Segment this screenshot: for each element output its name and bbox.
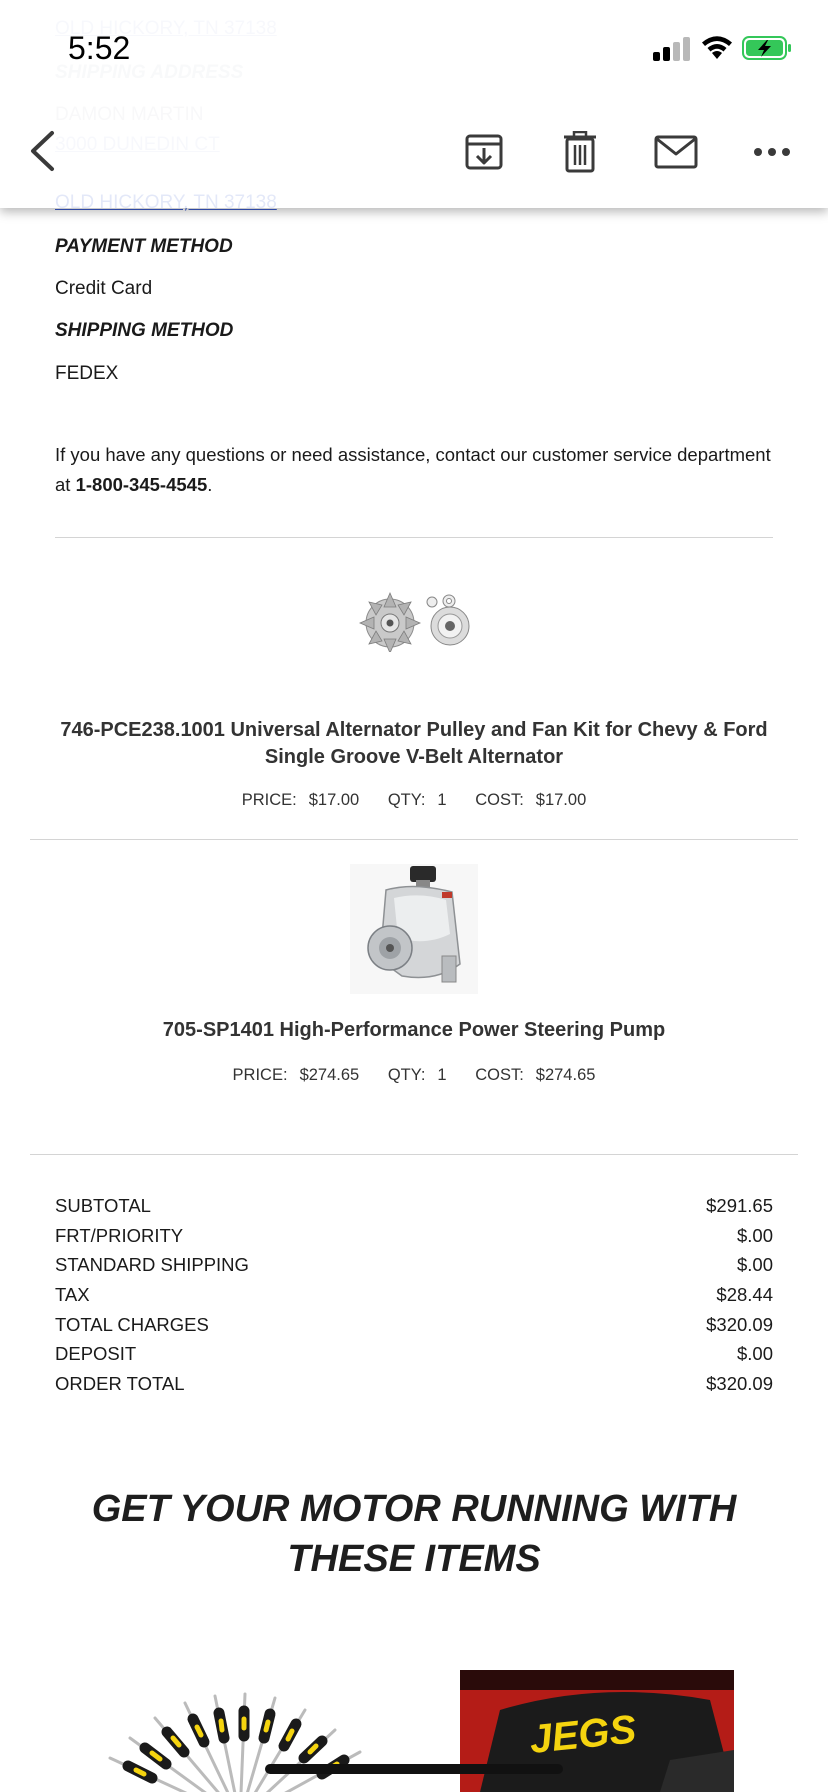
customer-service-note: If you have any questions or need assistance, contact our customer service department at 1-800-345-4545. xyxy=(55,444,771,495)
archive-icon xyxy=(464,132,504,172)
more-icon xyxy=(752,146,792,158)
back-chevron-icon xyxy=(27,129,57,173)
more-actions-button[interactable] xyxy=(748,128,796,176)
divider xyxy=(55,537,773,538)
totals-row: SUBTOTAL $291.65 xyxy=(55,1195,773,1216)
mail-toolbar xyxy=(0,0,828,208)
signal-icon xyxy=(653,37,691,61)
price-row: PRICE: $274.65 QTY: 1 COST: $274.65 xyxy=(232,1066,596,1084)
wifi-icon xyxy=(700,34,734,60)
alternator-pulley-fan-image[interactable] xyxy=(356,590,474,652)
shipping-method-label: SHIPPING METHOD xyxy=(55,320,234,341)
back-button[interactable] xyxy=(22,126,62,176)
battery-charging-icon xyxy=(742,36,792,60)
order-totals xyxy=(55,1195,773,1403)
shipping-method-value: FEDEX xyxy=(55,363,119,384)
product-title[interactable]: 705-SP1401 High-Performance Power Steering Pump xyxy=(162,1019,666,1041)
totals-row: TAX $28.44 xyxy=(55,1284,773,1306)
screwdriver-set-image[interactable] xyxy=(90,1688,390,1792)
status-time: 5:52 xyxy=(68,30,131,66)
divider xyxy=(30,1154,798,1155)
move-to-mailbox-button[interactable] xyxy=(652,128,700,176)
customer-service-phone[interactable]: 1-800-345-4545 xyxy=(75,474,208,495)
trash-icon xyxy=(562,131,598,173)
delete-button[interactable] xyxy=(556,128,604,176)
price-row: PRICE: $17.00 QTY: 1 COST: $17.00 xyxy=(241,791,587,809)
totals-row: DEPOSIT $.00 xyxy=(55,1343,773,1365)
svg-text:JEGS: JEGS xyxy=(527,1707,639,1763)
mail-icon xyxy=(654,135,698,169)
home-indicator[interactable] xyxy=(265,1764,563,1774)
totals-row: STANDARD SHIPPING $.00 xyxy=(55,1254,773,1276)
payment-method-label: PAYMENT METHOD xyxy=(55,236,233,257)
divider xyxy=(30,839,798,840)
totals-row: ORDER TOTAL $320.09 xyxy=(55,1373,773,1395)
payment-method-value: Credit Card xyxy=(55,278,153,299)
totals-row: FRT/PRIORITY $.00 xyxy=(55,1224,773,1246)
power-steering-pump-image[interactable] xyxy=(350,864,478,994)
promo-heading: GET YOUR MOTOR RUNNING WITH THESE ITEMS xyxy=(91,1488,737,1580)
product-title[interactable]: 746-PCE238.1001 Universal Alternator Pulley and Fan Kit for Chevy & Ford Single Groove V-Belt Alternator xyxy=(60,719,768,768)
archive-button[interactable] xyxy=(460,128,508,176)
totals-row: TOTAL CHARGES $320.09 xyxy=(55,1313,773,1335)
